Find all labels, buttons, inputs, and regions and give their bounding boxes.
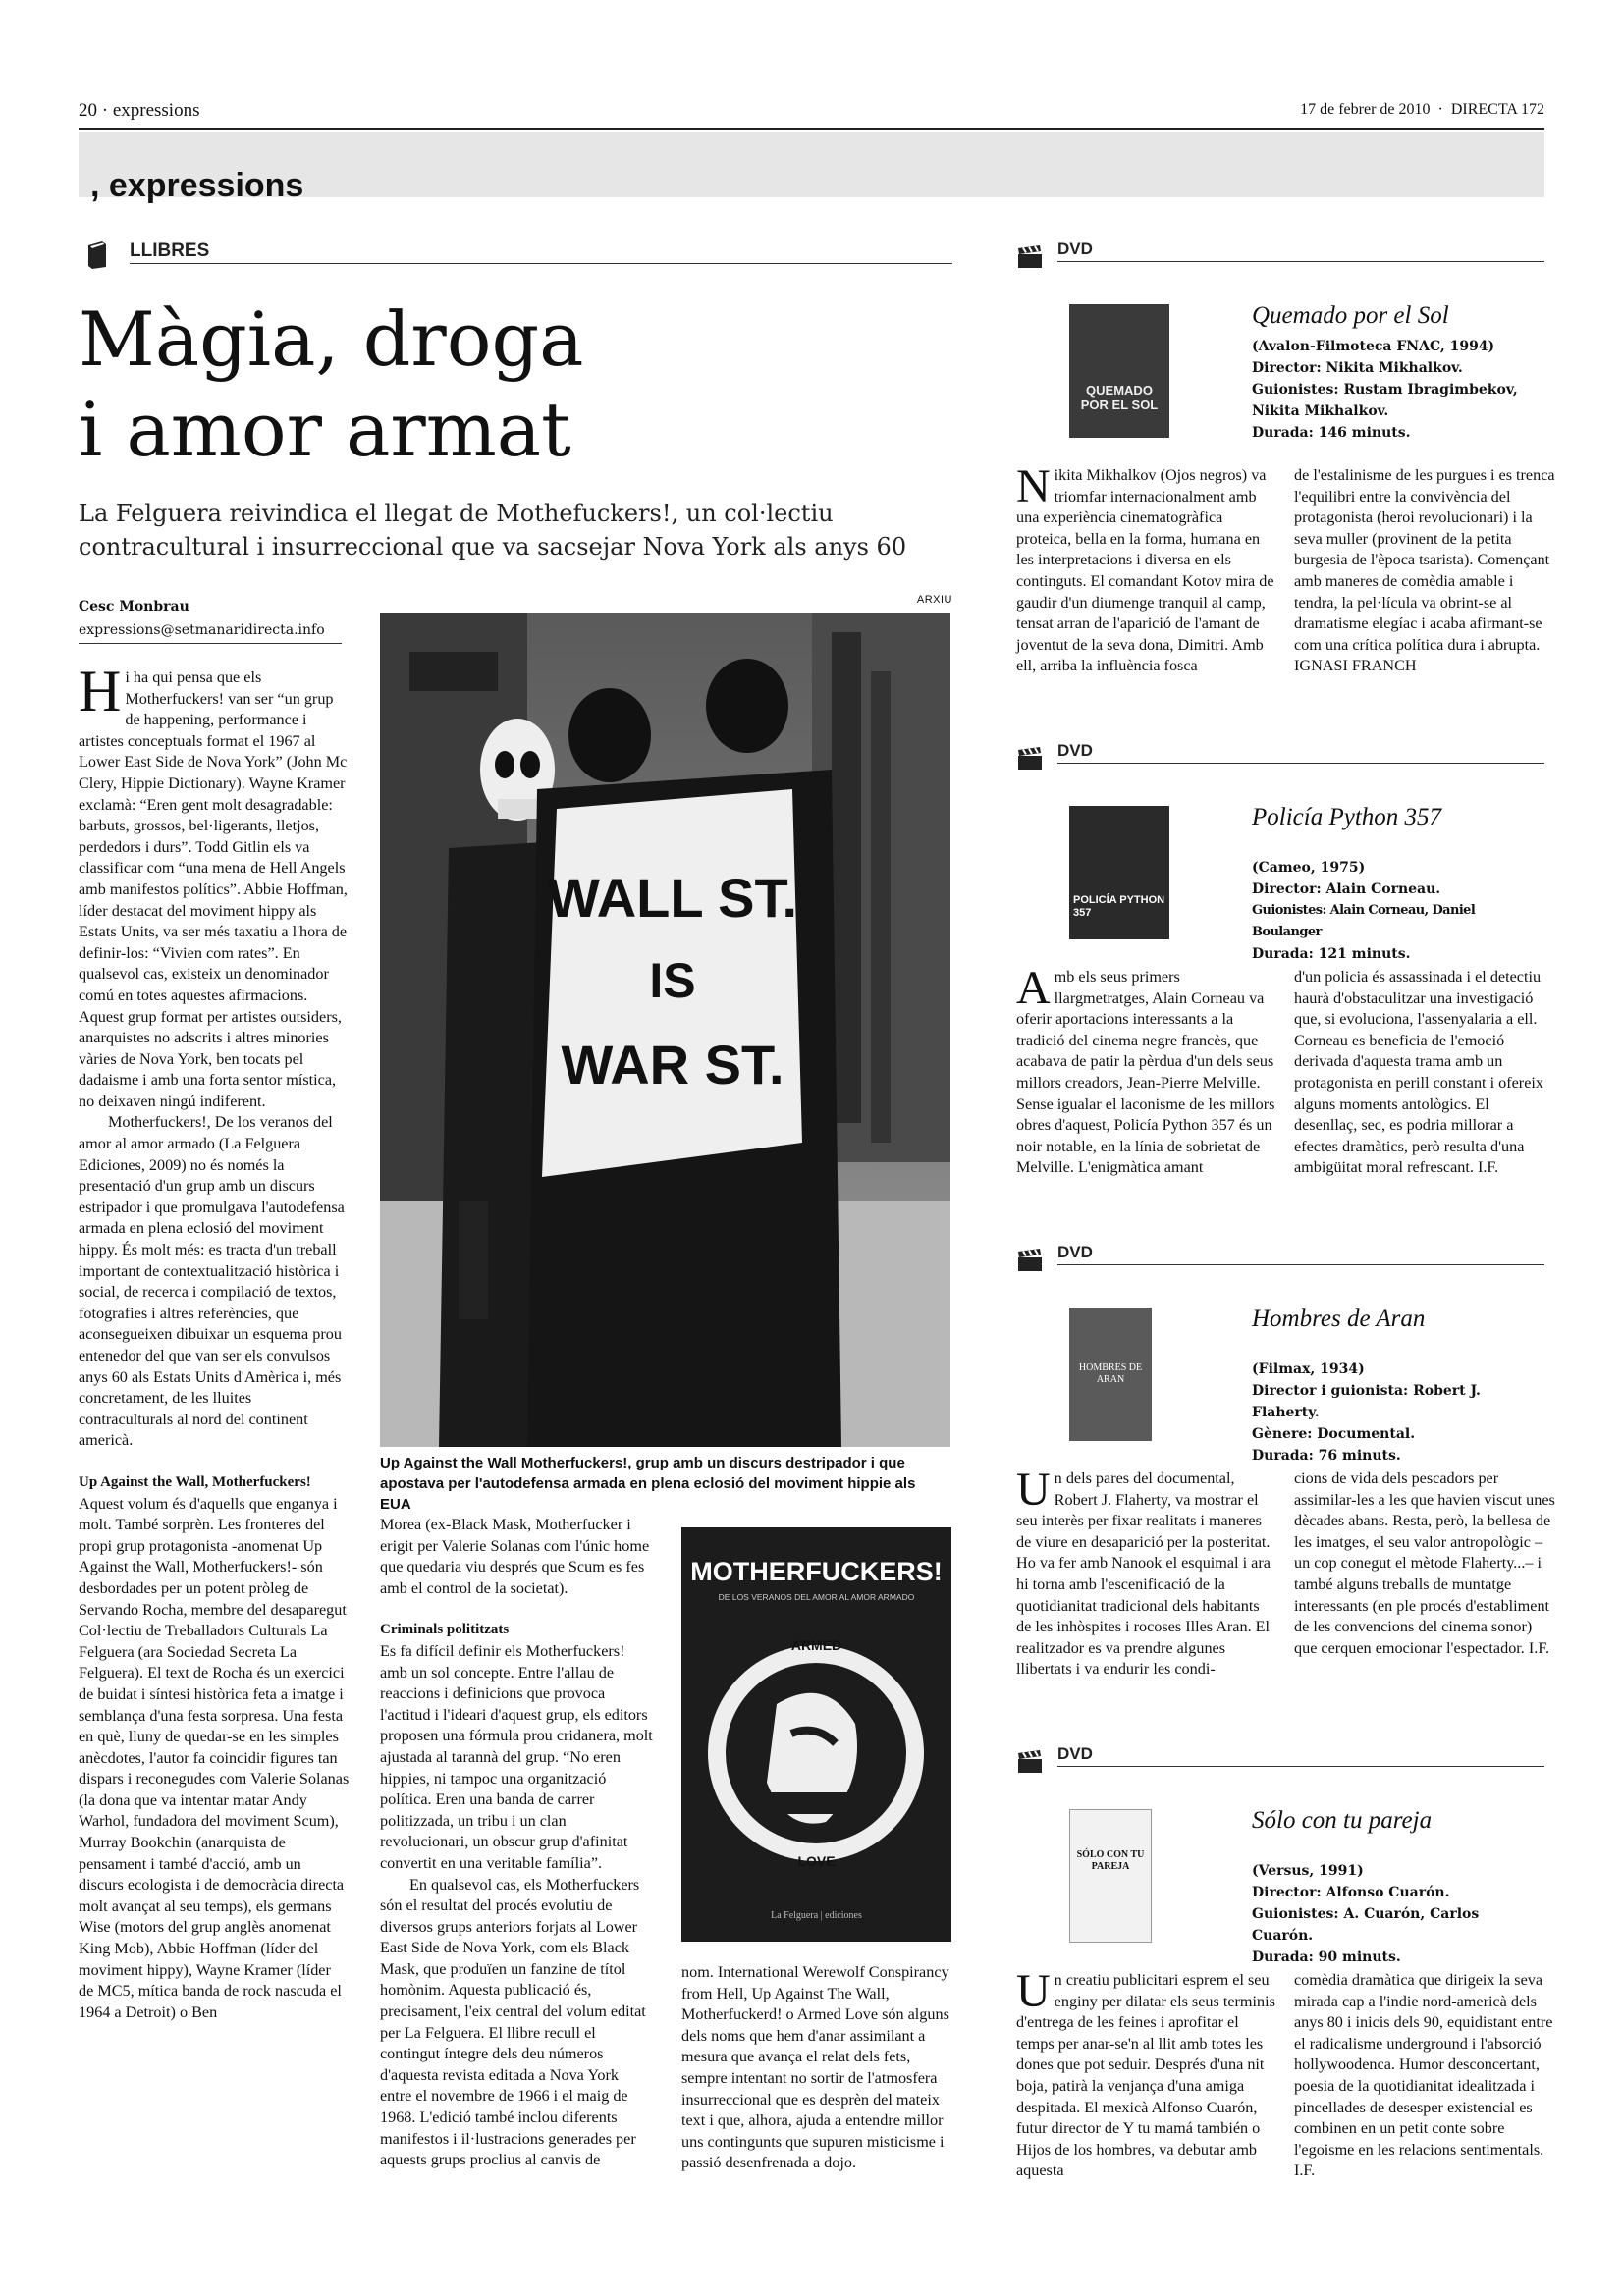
paragraph-text: cions de vida dels pescadors per assimilar-les a les que havien viscut unes dècades abans. Resta, però, la bellesa de les imatges, el seu valor antropològic –un cop conegut el mètode Flaherty...– i també alguns treballs de muntatge interessants (en ple procés d'establiment de les convencions del cinema sonor) que cerquen emocionar l'espectador. I.F. bbox=[1294, 1469, 1555, 1657]
dvd-title: Quemado por el Sol bbox=[1252, 302, 1449, 329]
article-subhead: Criminals polititzats bbox=[380, 1622, 510, 1638]
dvd-meta-line: Durada: 146 minuts. bbox=[1252, 425, 1411, 441]
dvd-cover-text: SÓLO CON TU PAREJA bbox=[1076, 1849, 1145, 1872]
dvd-title: Sólo con tu pareja bbox=[1252, 1807, 1433, 1834]
dvd-label: DVD bbox=[1057, 240, 1093, 258]
books-rule bbox=[130, 263, 952, 264]
headline bbox=[79, 294, 583, 475]
dvd-meta-line: Director: Alain Corneau. bbox=[1252, 881, 1441, 897]
dvd-meta bbox=[1252, 1359, 1544, 1467]
byline-rule bbox=[79, 643, 342, 644]
author-email[interactable]: expressions@setmanaridirecta.info bbox=[79, 622, 325, 638]
article-paragraph: Morea (ex-Black Mask, Motherfucker i erigit per Valerie Solanas com l'únic home que quedaria viu després que Scum es fes amb el control de la societat). bbox=[380, 1516, 650, 1597]
author-name: Cesc Monbrau bbox=[79, 599, 189, 614]
paragraph-text: Aquest volum és d'aquells que enganya i molt. També sorprèn. Les fronteres del propi grup protagonista -anomenat Up Against the Wall, Motherfuckers!- són desbordades per un potent pròleg de Servando Rocha, membre del desaparegut Col·lectiu de Treballadors Culturals La Felguera (ara Sociedad Secreta La Felguera). El text de Rocha és un exercici de buidat i síntesi històrica feta a imatge i semblança d'una festa sorpresa. Una festa en què, lluny de quedar-se en les simples anècdotes, l'autor fa coincidir figures tan dispars i reconegudes com Valerie Solanas (la dona que va intentar matar Andy Warhol, fundadora del moviment Scum), Murray Bookchin (anarquista de pensament i també d'acció, amb un discurs ecologista i de democràcia directa molt avançat al seu temps), els germans Wise (motors del grup anglès anomenat King Mob), Abbie Hoffman (líder del moviment hippy), Wayne Kramer (líder de MC5, mítica banda de rock nascuda el 1964 a Detroit) o Ben bbox=[79, 1494, 350, 2021]
dvd-column-b bbox=[1294, 1970, 1555, 2182]
article-column-3 bbox=[681, 1962, 951, 2174]
dvd-meta-line: Durada: 76 minuts. bbox=[1252, 1448, 1401, 1464]
dropcap: N bbox=[1016, 460, 1051, 512]
dvd-column-a bbox=[1016, 1965, 1277, 2182]
paragraph-text: n dels pares del documental, Robert J. Flaherty, va mostrar el seu interès per fixar realitats i maneres de viure en desaparició per la posteritat. Ho va fer amb Nanook el esquimal i ara hi torna amb l'escenificació de la quotidianitat tradicional dels habitants de les inhòspites i rocoses Illes Aran. El realitzador es va prendre algunes llibertats i va endurir les condi- bbox=[1016, 1469, 1271, 1679]
dvd-cover bbox=[1069, 304, 1169, 438]
dvd-meta-line: (Avalon-Filmoteca FNAC, 1994) bbox=[1252, 339, 1495, 354]
dvd-column-a bbox=[1016, 962, 1277, 1179]
dvd-column-b bbox=[1294, 1468, 1555, 1659]
paragraph-text: mb els seus primers llargmetratges, Alain Corneau va oferir aportacions interessants a la tradició del cinema negre francès, que acabava de patir la pèrdua d'un dels seus millors creadors, Jean-Pierre Melville. Sense igualar el laconisme de les millors obres d'aquest, Policía Python 357 és un noir notable, en la línia de sobrietat de Melville. L'enigmàtica amant bbox=[1016, 968, 1275, 1177]
dvd-cover bbox=[1069, 1308, 1152, 1441]
books-section-header bbox=[84, 240, 952, 269]
dvd-meta-line: (Cameo, 1975) bbox=[1252, 860, 1366, 876]
standfirst bbox=[79, 497, 962, 563]
dvd-cover-text: POLICÍA PYTHON 357 bbox=[1073, 894, 1165, 919]
page-header-left bbox=[79, 100, 199, 122]
header-rule bbox=[79, 128, 1544, 130]
dvd-rule bbox=[1057, 1264, 1544, 1265]
dvd-meta-line: Director: Nikita Mikhalkov. bbox=[1252, 360, 1463, 376]
cover-emblem bbox=[708, 1626, 924, 1881]
book-icon bbox=[84, 240, 110, 269]
byline bbox=[79, 595, 325, 642]
paragraph-text: n creatiu publicitari esprem el seu enginy per dilatar els seus terminis d'entrega de les feines i aprofitar el temps per anar-se'n al llit amb totes les dones que pot seduir. Després d'una nit boja, patirà la venjança d'una amiga despitada. El mexicà Alfonso Cuarón, futur director de Y tu mamá también o Hijos de los hombres, va debutar amb aquesta bbox=[1016, 1971, 1275, 2180]
sign-line-1: WALL ST. bbox=[547, 867, 798, 929]
dvd-meta-line: Guionistes: Rustam Ibragimbekov, bbox=[1252, 382, 1518, 398]
dvd-column-b bbox=[1294, 967, 1555, 1179]
dvd-meta-line: (Filmax, 1934) bbox=[1252, 1362, 1365, 1377]
clapperboard-icon bbox=[1016, 1750, 1044, 1774]
books-label: LLIBRES bbox=[130, 240, 210, 261]
photo-caption: Up Against the Wall Motherfuckers!, grup amb un discurs destripador i que apostava per l'autodefensa armada en plena eclosió del moviment hippie als EUA bbox=[380, 1455, 916, 1513]
dvd-cover-text: HOMBRES DE ARAN bbox=[1078, 1362, 1143, 1385]
article-subhead: Up Against the Wall, Motherfuckers! bbox=[79, 1473, 311, 1490]
dvd-meta-line: Gènere: Documental. bbox=[1252, 1426, 1416, 1442]
article-paragraph bbox=[79, 1112, 350, 1452]
standfirst-line-1: La Felguera reivindica el llegat de Mothefuckers!, un col·lectiu bbox=[79, 500, 834, 527]
dvd-meta bbox=[1252, 1860, 1544, 1968]
dvd-rule bbox=[1057, 261, 1544, 262]
dvd-cover bbox=[1069, 806, 1169, 939]
dvd-cover-text: QUEMADO POR EL SOL bbox=[1080, 383, 1159, 412]
article-photo bbox=[380, 613, 950, 1447]
article-paragraph: En qualsevol cas, els Motherfuckers són el resultat del procés evolutiu de diversos grups anteriors forjats al Lower East Side de Nova York, com els Black Mask, que produïen un fanzine de títol homònim. Aquesta publicació és, precisament, l'eix central del volum editat per La Felguera. El llibre recull el contingut íntegre dels deu números d'aquesta revista editada a Nova York entre el novembre de 1966 i el maig de 1968. L'edició també inclou diferents manifestos i il·lustracions generades per aquests grups proclius al canvis de bbox=[380, 1875, 646, 2169]
dropcap: U bbox=[1016, 1464, 1051, 1516]
dvd-column-b bbox=[1294, 465, 1555, 677]
dvd-label: DVD bbox=[1057, 1744, 1093, 1763]
dropcap: H bbox=[79, 659, 122, 723]
dvd-title: Policía Python 357 bbox=[1252, 804, 1442, 830]
paragraph-text: comèdia dramàtica que dirigeix la seva mirada cap a l'indie nord-americà dels anys 80 i inicis dels 90, equidistant entre el radicalisme underground i l'absorció hollywoodenca. Humor desconcertant, poesia de la quotidianitat idealitzada i pincellades de desesper existencial es combinen en un petit conte sobre l'egoisme en les relacions sentimentals. I.F. bbox=[1294, 1971, 1553, 2180]
dvd-meta-line: Director: Alfonso Cuarón. bbox=[1252, 1885, 1450, 1900]
paragraph-text: i ha qui pensa que els Motherfuckers! van ser “un grup de happening, performance i artistes conceptuals format el 1967 al Lower East Side de Nova York” (John Mc Clery, Hippie Dictionary). Wayne Kramer exclamà: “Eren gent molt desagradable: barbuts, grossos, bel·ligerants, lletjos, perdedors i durs”. Todd Gitlin els va classificar com “una mena de Hell Angels amb manifestos polítics”. Abbie Hoffman, líder destacat del moviment hippy als Estats Units, va ser més taxatiu a l'hora de definir-los: “Vivien com rates”. En qualsevol cas, existeix un denominador comú en totes aquestes afirmacions. Aquest grup format per artistes outsiders, anarquistes no adscrits i altres minories vàries de Nova York, ben tocats pel dadaisme i amb una forta sentor mística, no deixaven ningú indiferent. bbox=[79, 668, 348, 1110]
article-column-1 bbox=[79, 659, 350, 2023]
dvd-meta-line: (Versus, 1991) bbox=[1252, 1863, 1364, 1879]
clapperboard-icon bbox=[1016, 245, 1044, 269]
book-cover bbox=[681, 1527, 951, 1942]
paragraph-text: Motherfuckers!, De los veranos del amor al amor armado (La Felguera Ediciones, 2009) no és només la presentació d'un grup amb un discurs estripador i que promulgava l'autodefensa armada en plena eclosió del moviment hippy. És molt més: es tracta d'un treball important de contextualització històrica i social, de recerca i compilació de textos, fotografies i altres referències, que aconsegueixen dibuixar un esquema prou entenedor del que van ser els convulsos anys 60 als Estats Units d'Amèrica i, més concretament, de les lluites contraculturals al nord del continent americà. bbox=[79, 1113, 345, 1450]
article-paragraph: Es fa difícil definir els Motherfuckers! amb un sol concepte. Entre l'allau de reaccions i definicions que provoca l'actitud i l'ideari d'aquest grup, els editors proposen una fórmula prou cridanera, molt ajustada al tarannà del grup. “No eren hippies, ni tampoc una organització política. Eren una banda de carrer politizzada, un tribu i un clan revolucionari, un obscur grup d'afinitat convertit en una veritable família”. bbox=[380, 1641, 653, 1872]
dropcap: U bbox=[1016, 1965, 1051, 2017]
dvd-meta-line: Guionistes: A. Cuarón, Carlos Cuarón. bbox=[1252, 1906, 1480, 1944]
dvd-column-a bbox=[1016, 1464, 1277, 1681]
photo-credit: ARXIU bbox=[916, 594, 952, 606]
page-header-right: 17 de febrer de 2010 · DIRECTA 172 bbox=[1300, 101, 1544, 118]
sign-line-2: IS bbox=[649, 953, 696, 1008]
article-paragraph bbox=[79, 1494, 350, 2024]
paragraph-text: ikita Mikhalkov (Ojos negros) va triomfar internacionalment amb una experiència cinematogràfica proteica, bella en la forma, humana en les interpretacions i diversa en els continguts. El comandant Kotov mira de gaudir d'un diumenge tranquil al camp, tensat arran de l'aparició de l'amant de joventut de la seva dona, Dimitri. Amb ell, arriba la influència fosca bbox=[1016, 466, 1274, 675]
dropcap: A bbox=[1016, 962, 1051, 1014]
dvd-meta-line: Durada: 90 minuts. bbox=[1252, 1949, 1401, 1965]
section-banner-title: , expressions bbox=[90, 167, 304, 204]
dvd-review bbox=[1016, 1744, 1553, 2216]
protest-photo bbox=[380, 613, 950, 1447]
page-section: 20 · expressions bbox=[79, 100, 200, 121]
dvd-rule bbox=[1057, 763, 1544, 764]
cover-band-bottom: LOVE bbox=[797, 1853, 836, 1869]
dvd-meta bbox=[1252, 336, 1518, 444]
cover-subtitle: DE LOS VERANOS DEL AMOR AL AMOR ARMADO bbox=[718, 1592, 915, 1602]
headline-line-2: i amor armat bbox=[79, 386, 571, 473]
dvd-rule bbox=[1057, 1766, 1544, 1767]
dvd-meta-line: Durada: 121 minuts. bbox=[1252, 946, 1411, 962]
clapperboard-icon bbox=[1016, 1249, 1044, 1272]
article-paragraph bbox=[79, 659, 350, 1112]
clapperboard-icon bbox=[1016, 747, 1044, 771]
sign-line-3: WAR ST. bbox=[561, 1034, 784, 1095]
dvd-title: Hombres de Aran bbox=[1252, 1306, 1426, 1332]
dvd-label: DVD bbox=[1057, 741, 1093, 760]
dvd-review bbox=[1016, 1243, 1555, 1704]
standfirst-line-2: contracultural i insurreccional que va sacsejar Nova York als anys 60 bbox=[79, 533, 907, 561]
cover-publisher: La Felguera | ediciones bbox=[771, 1910, 862, 1921]
dvd-meta-line: Nikita Mikhalkov. bbox=[1252, 403, 1389, 419]
paragraph-text: de l'estalinisme de les purgues i es trenca l'equilibri entre la convivència del protagonista (heroi revolucionari) i la seva muller (provinent de la petita burgesia de l'època tsarista). Començant amb maneres de comèdia amable i tendra, la pel·lícula va obrint-se al dramatisme elegíac i acaba afirmant-se com una crítica política dura i abrupta. IGNASI FRANCH bbox=[1294, 466, 1555, 675]
dvd-cover bbox=[1069, 1809, 1152, 1943]
headline-line-1: Màgia, droga bbox=[79, 295, 584, 383]
article-column-2 bbox=[380, 1515, 653, 2171]
cover-title: MOTHERFUCKERS! bbox=[690, 1557, 943, 1586]
dvd-meta-line: Guionistes: Alain Corneau, Daniel Boulanger bbox=[1252, 903, 1476, 939]
dvd-label: DVD bbox=[1057, 1243, 1093, 1261]
dvd-column-a bbox=[1016, 460, 1277, 677]
dvd-review bbox=[1016, 240, 1555, 701]
article-paragraph: nom. International Werewolf Conspirancy from Hell, Up Against The Wall, Motherfuckerd! o Armed Love són alguns dels noms que hem d'anar assimilant a mesura que avança el relat dels fets, sempre intentant no sortir de l'atmosfera insurreccional que es desprèn del mateix text i que, alhora, ajuda a entendre millor uns contingunts que supuren misticisme i passió desenfrenada a dojo. bbox=[681, 1963, 949, 2172]
cover-band-top: ARMED bbox=[790, 1637, 842, 1653]
dvd-meta-line: Director i guionista: Robert J. Flaherty. bbox=[1252, 1383, 1481, 1420]
dvd-review bbox=[1016, 741, 1544, 1202]
paragraph-text: d'un policia és assassinada i el detectiu haurà d'obstaculitzar una investigació que, si evoluciona, l'assenyalaria a ell. Corneau es beneficia de l'emoció derivada d'aquesta trama amb un protagonista en perill constant i ofereix alguns moments antològics. El desenllaç, sec, es podria millorar a efectes dramàtics, però resulta d'una ambigüitat moral refrescant. I.F. bbox=[1294, 968, 1543, 1177]
dvd-meta bbox=[1252, 857, 1544, 965]
